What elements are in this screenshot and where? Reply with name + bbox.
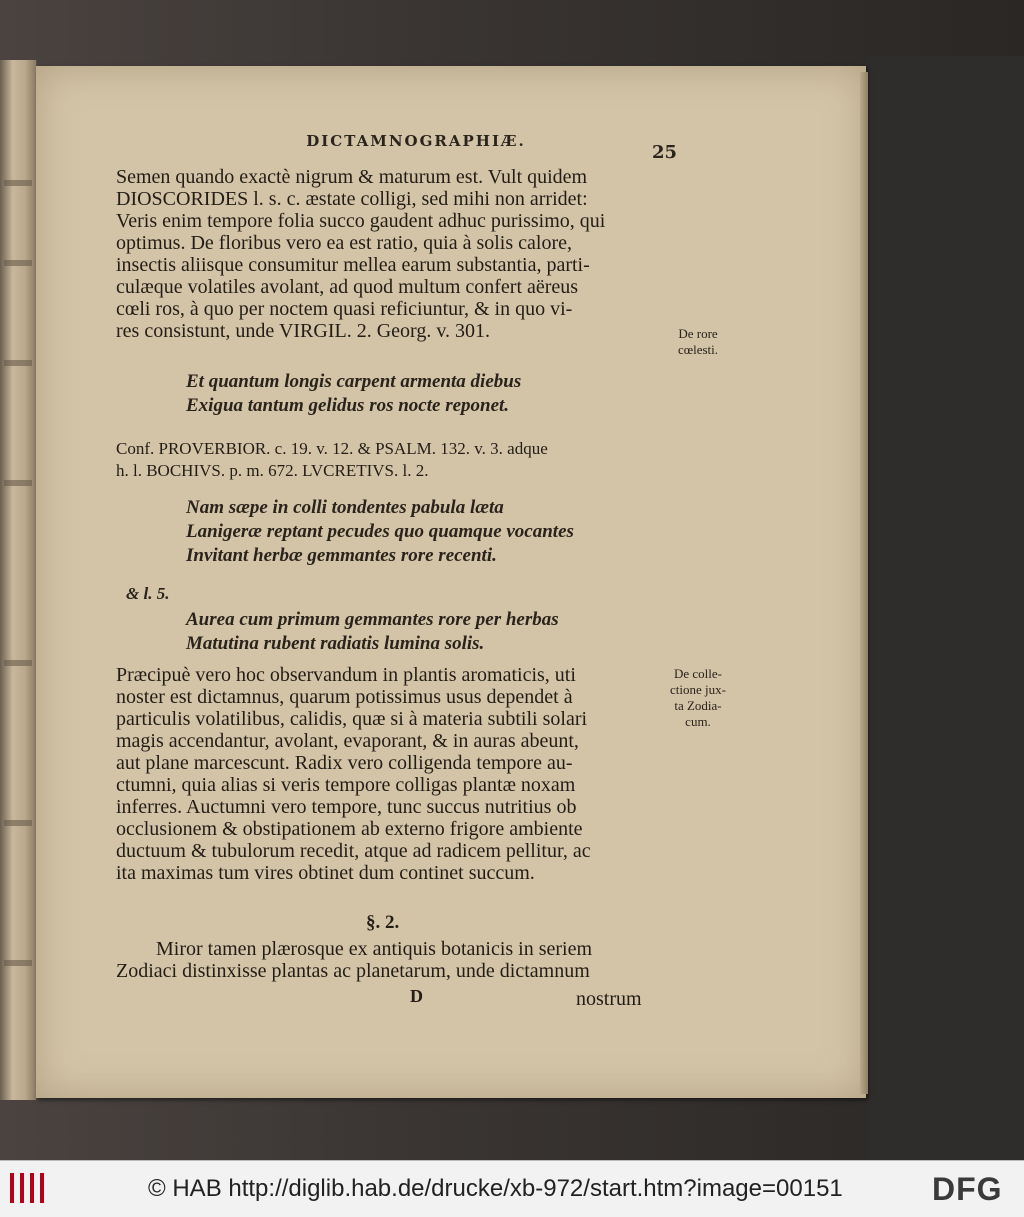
paragraph-3 xyxy=(116,938,662,982)
text-line: res consistunt, unde VIRGIL. 2. Georg. v. 301. xyxy=(116,320,491,342)
catchword: nostrum xyxy=(576,988,642,1010)
paragraph-2 xyxy=(116,664,662,884)
text-line: ita maximas tum vires obtinet dum continet succum. xyxy=(116,862,535,884)
dfg-logo: DFG xyxy=(932,1171,1003,1207)
text-line: insectis aliisque consumitur mellea earum substantia, parti- xyxy=(116,254,590,276)
verse-quote-3 xyxy=(186,608,666,656)
text-line: DIOSCORIDES l. s. c. æstate colligi, sed mihi non arridet: xyxy=(116,188,588,210)
signature-mark: D xyxy=(410,986,423,1006)
marginal-note-1: De rore cœlesti. xyxy=(677,326,719,357)
text-line: Miror tamen plærosque ex antiquis botanicis in seriem xyxy=(156,938,593,960)
running-head: DICTAMNOGRAPHIÆ. xyxy=(306,132,526,150)
text-line: h. l. BOCHIVS. p. m. 672. LVCRETIVS. l. 2. xyxy=(116,461,429,480)
text-line: Præcipuè vero hoc observandum in plantis aromaticis, uti xyxy=(116,664,576,686)
copyright-link[interactable]: © HAB http://diglib.hab.de/drucke/xb-972/start.htm?image=00151 xyxy=(148,1175,843,1202)
footer-bar xyxy=(0,1160,1024,1217)
text-line: culæque volatiles avolant, ad quod multum confert aëreus xyxy=(116,276,579,298)
marginal-note-2: De colle- ctione jux- ta Zodia- cum. xyxy=(670,666,726,729)
reference-l5: & l. 5. xyxy=(126,584,170,603)
verse-line: Et quantum longis carpent armenta diebus xyxy=(186,371,522,392)
paragraph-1 xyxy=(116,166,662,342)
verse-line: Nam sæpe in colli tondentes pabula læta xyxy=(186,497,504,518)
text-line: Veris enim tempore folia succo gaudent adhuc purissimo, qui xyxy=(116,210,606,232)
text-line: aut plane marcescunt. Radix vero colligenda tempore au- xyxy=(116,752,573,774)
text-line: optimus. De floribus vero ea est ratio, quia à solis calore, xyxy=(116,232,572,254)
conf-reference xyxy=(116,438,662,482)
text-line: cœli ros, à quo per noctem quasi reficiuntur, & in quo vi- xyxy=(116,298,573,320)
text-line: Zodiaci distinxisse plantas ac planetarum, unde dictamnum xyxy=(116,960,590,982)
verse-line: Exigua tantum gelidus ros nocte reponet. xyxy=(186,395,510,416)
text-line: particulis volatilibus, calidis, quæ si à materia subtili solari xyxy=(116,708,588,730)
text-line: ductuum & tubulorum recedit, atque ad radicem pellitur, ac xyxy=(116,840,591,862)
text-line: inferres. Auctumni vero tempore, tunc succus nutritius ob xyxy=(116,796,577,818)
page-number: 25 xyxy=(652,142,678,163)
verse-line: Aurea cum primum gemmantes rore per herbas xyxy=(186,609,559,630)
text-line: Semen quando exactè nigrum & maturum est. Vult quidem xyxy=(116,166,588,188)
verse-quote-2 xyxy=(186,496,666,568)
text-line: Conf. PROVERBIOR. c. 19. v. 12. & PSALM. 132. v. 3. adque xyxy=(116,439,548,458)
scanner-background-right xyxy=(868,56,1024,1160)
verse-line: Lanigeræ reptant pecudes quo quamque vocantes xyxy=(186,521,574,542)
page-edge xyxy=(860,72,868,1094)
text-line: occlusionem & obstipationem ab externo frigore ambiente xyxy=(116,818,583,840)
text-line: ctumni, quia alias si veris tempore colligas plantæ noxam xyxy=(116,774,576,796)
verse-line: Invitant herbæ gemmantes rore recenti. xyxy=(186,545,497,566)
hab-logo-icon xyxy=(10,1173,44,1203)
section-mark: §. 2. xyxy=(366,912,400,933)
text-line: noster est dictamnus, quarum potissimus usus dependet à xyxy=(116,686,573,708)
text-line: magis accendantur, avolant, evaporant, & in auras abeunt, xyxy=(116,730,579,752)
verse-quote-1 xyxy=(186,370,666,418)
previous-page-edge xyxy=(0,60,37,1100)
verse-line: Matutina rubent radiatis lumina solis. xyxy=(186,633,485,654)
